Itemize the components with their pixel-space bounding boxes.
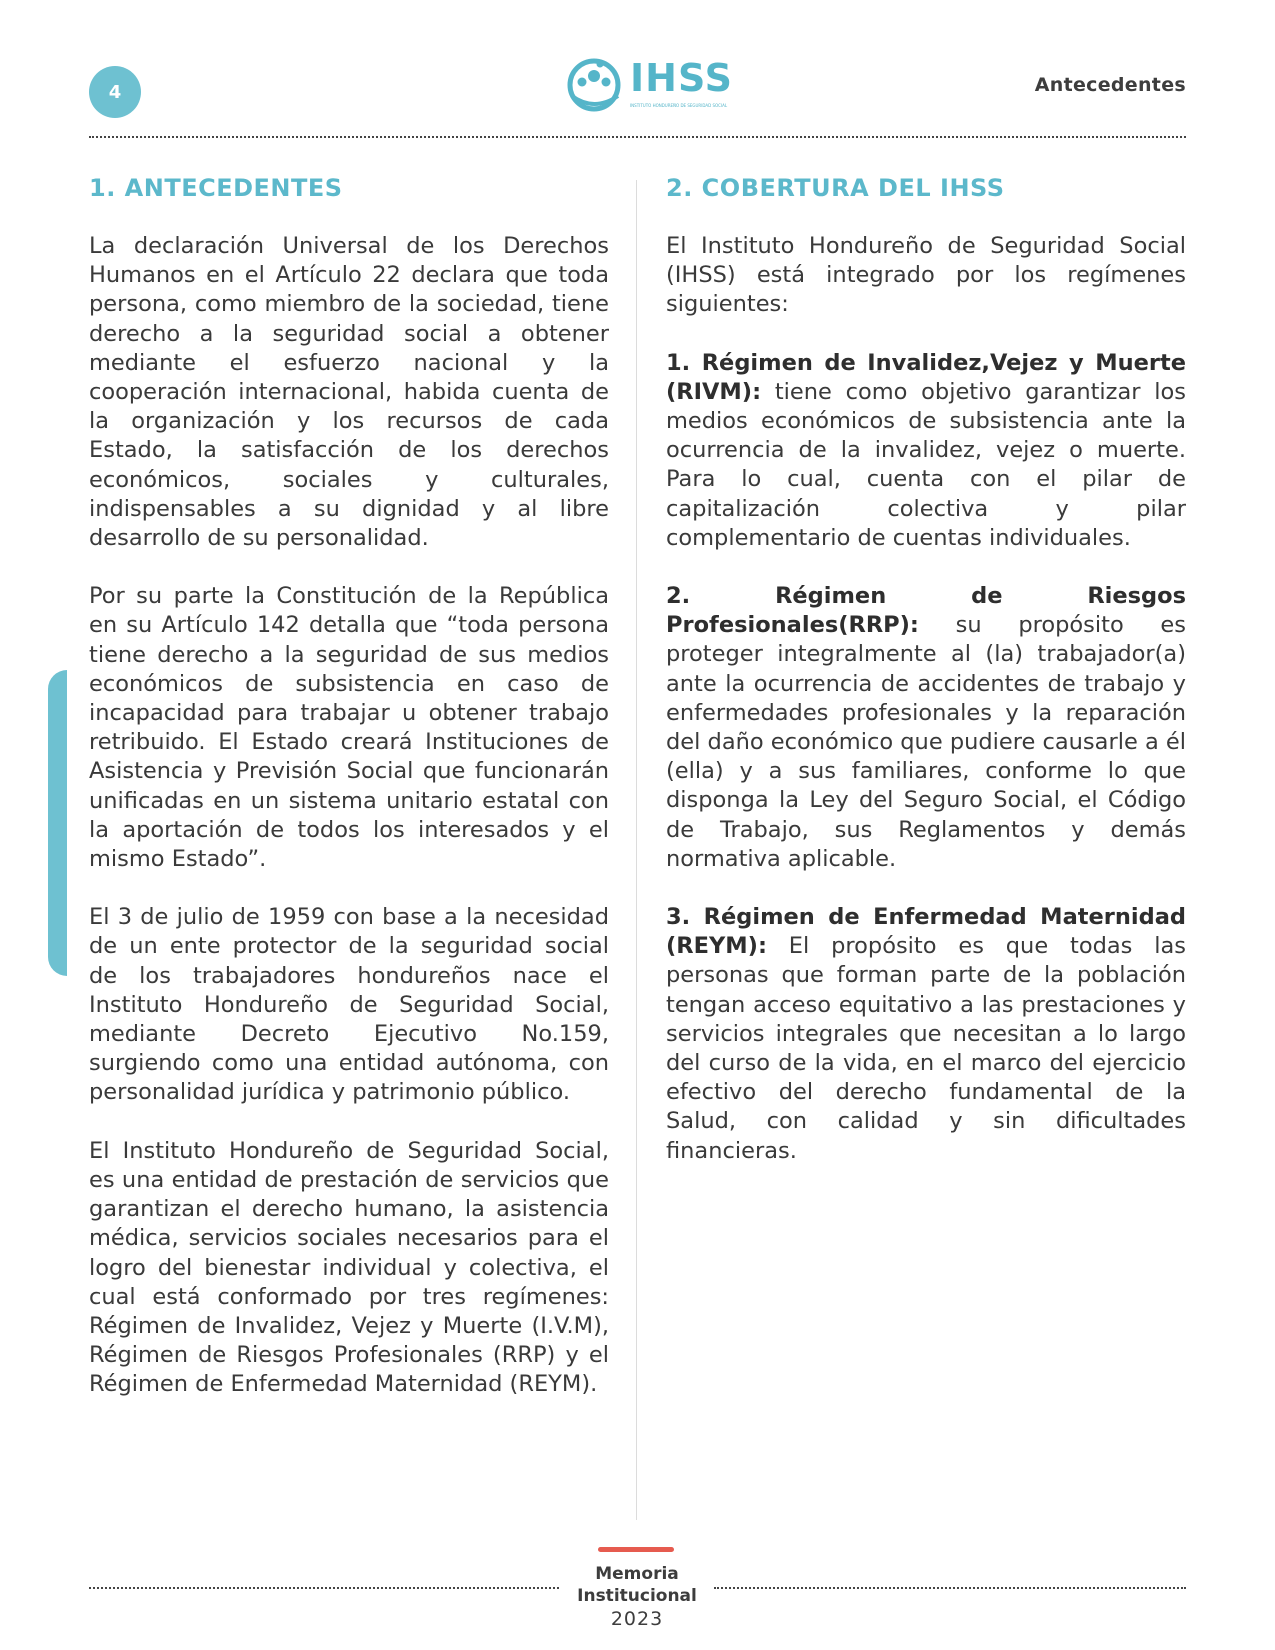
right-intro: El Instituto Hondureño de Seguridad Social (IHSS) está integrado por los regímenes siguientes: <box>666 233 1186 318</box>
footer-divider-left <box>89 1587 559 1589</box>
regimen-item-3-title: 3. Régimen de Enfermedad Maternidad (REYM): <box>666 904 1186 960</box>
logo-wordmark: IHSS <box>630 56 733 100</box>
regimen-item-1-title: 1. Régimen de Invalidez,Vejez y Muerte (RIVM): <box>666 349 1186 405</box>
regimen-item-2-title: 2. Régimen de Riesgos Profesionales(RRP): <box>666 583 1186 639</box>
footer-line-1: Memoria <box>595 1564 679 1584</box>
footer-year: 2023 <box>610 1608 664 1630</box>
regimen-item-1 <box>666 349 1186 553</box>
regimen-item-3 <box>666 903 1186 1166</box>
footer-title <box>560 1563 714 1631</box>
cobertura-heading: 2. COBERTURA DEL IHSS <box>666 174 1005 202</box>
left-column <box>89 174 609 1429</box>
left-paragraph-4: El Instituto Hondureño de Seguridad Social, es una entidad de prestación de servicios que garantizan el derecho humano, la asistencia médica, servicios sociales necesarios para el logro del bienestar individual y colectiva, el cual está conformado por tres regímenes: Régimen de Invalidez, Vejez y Muerte (I.V.M), Régimen de Riesgos Profesionales (RRP) y el Régimen de Enfermedad Maternidad (REYM). <box>89 1137 609 1398</box>
page-number-badge: 4 <box>89 66 141 118</box>
regimen-item-3-text: El propósito es que todas las personas que forman parte de la población tengan acceso equitativo a las prestaciones y servicios integrales que necesitan a lo largo del curso de la vida, en el marco del ejercicio efectivo del derecho fundamental de la Salud, con calidad y sin dificultades financieras. <box>666 933 1186 1164</box>
regimen-item-1-text: tiene como objetivo garantizar los medios económicos de subsistencia ante la ocurrencia de la invalidez, vejez o muerte. Para lo cual, cuenta con el pilar de capitalización colectiva y pilar complementario de cuentas individuales. <box>666 378 1186 551</box>
side-tab-decoration <box>48 670 67 976</box>
column-divider <box>636 180 637 1520</box>
left-paragraph-1: La declaración Universal de los Derechos Humanos en el Artículo 22 declara que toda persona, como miembro de la sociedad, tiene derecho a la seguridad social a obtener mediante el esfuerzo nacional y la cooperación internacional, habida cuenta de la organización y los recursos de cada Estado, la satisfacción de los derechos económicos, sociales y culturales, indispensables a su dignidad y al libre desarrollo de su personalidad. <box>89 233 609 552</box>
footer-accent-bar <box>598 1547 674 1552</box>
logo-subtitle: INSTITUTO HONDUREÑO DE SEGURIDAD SOCIAL <box>630 103 728 108</box>
right-column <box>666 174 1186 1195</box>
top-divider <box>89 136 1186 138</box>
regimen-item-2-text: su propósito es proteger integralmente al (la) trabajador(a) ante la ocurrencia de accidentes de trabajo y enfermedades profesionales y la reparación del daño económico que pudiere causarle a él (ella) y a sus familiares, conforme lo que disponga la Ley del Seguro Social, el Código de Trabajo, sus Reglamentos y demás normativa aplicable. <box>666 612 1186 872</box>
section-header: Antecedentes <box>1034 74 1186 96</box>
antecedentes-heading: 1. ANTECEDENTES <box>89 174 343 202</box>
footer-line-2: Institucional <box>577 1586 697 1606</box>
regimen-item-2 <box>666 582 1186 874</box>
left-paragraph-2: Por su parte la Constitución de la República en su Artículo 142 detalla que “toda persona tiene derecho a la seguridad de sus medios económicos de subsistencia en caso de incapacidad para trabajar u obtener trabajo retribuido. El Estado creará Instituciones de Asistencia y Previsión Social que funcionarán unificadas en un sistema unitario estatal con la aportación de todos los interesados y el mismo Estado”. <box>89 583 609 873</box>
left-paragraph-3: El 3 de julio de 1959 con base a la necesidad de un ente protector de la seguridad social de los trabajadores hondureños nace el Instituto Hondureño de Seguridad Social, mediante Decreto Ejecutivo No.159, surgiendo como una entidad autónoma, con personalidad jurídica y patrimonio público. <box>89 904 609 1106</box>
footer-divider-right <box>714 1587 1186 1589</box>
